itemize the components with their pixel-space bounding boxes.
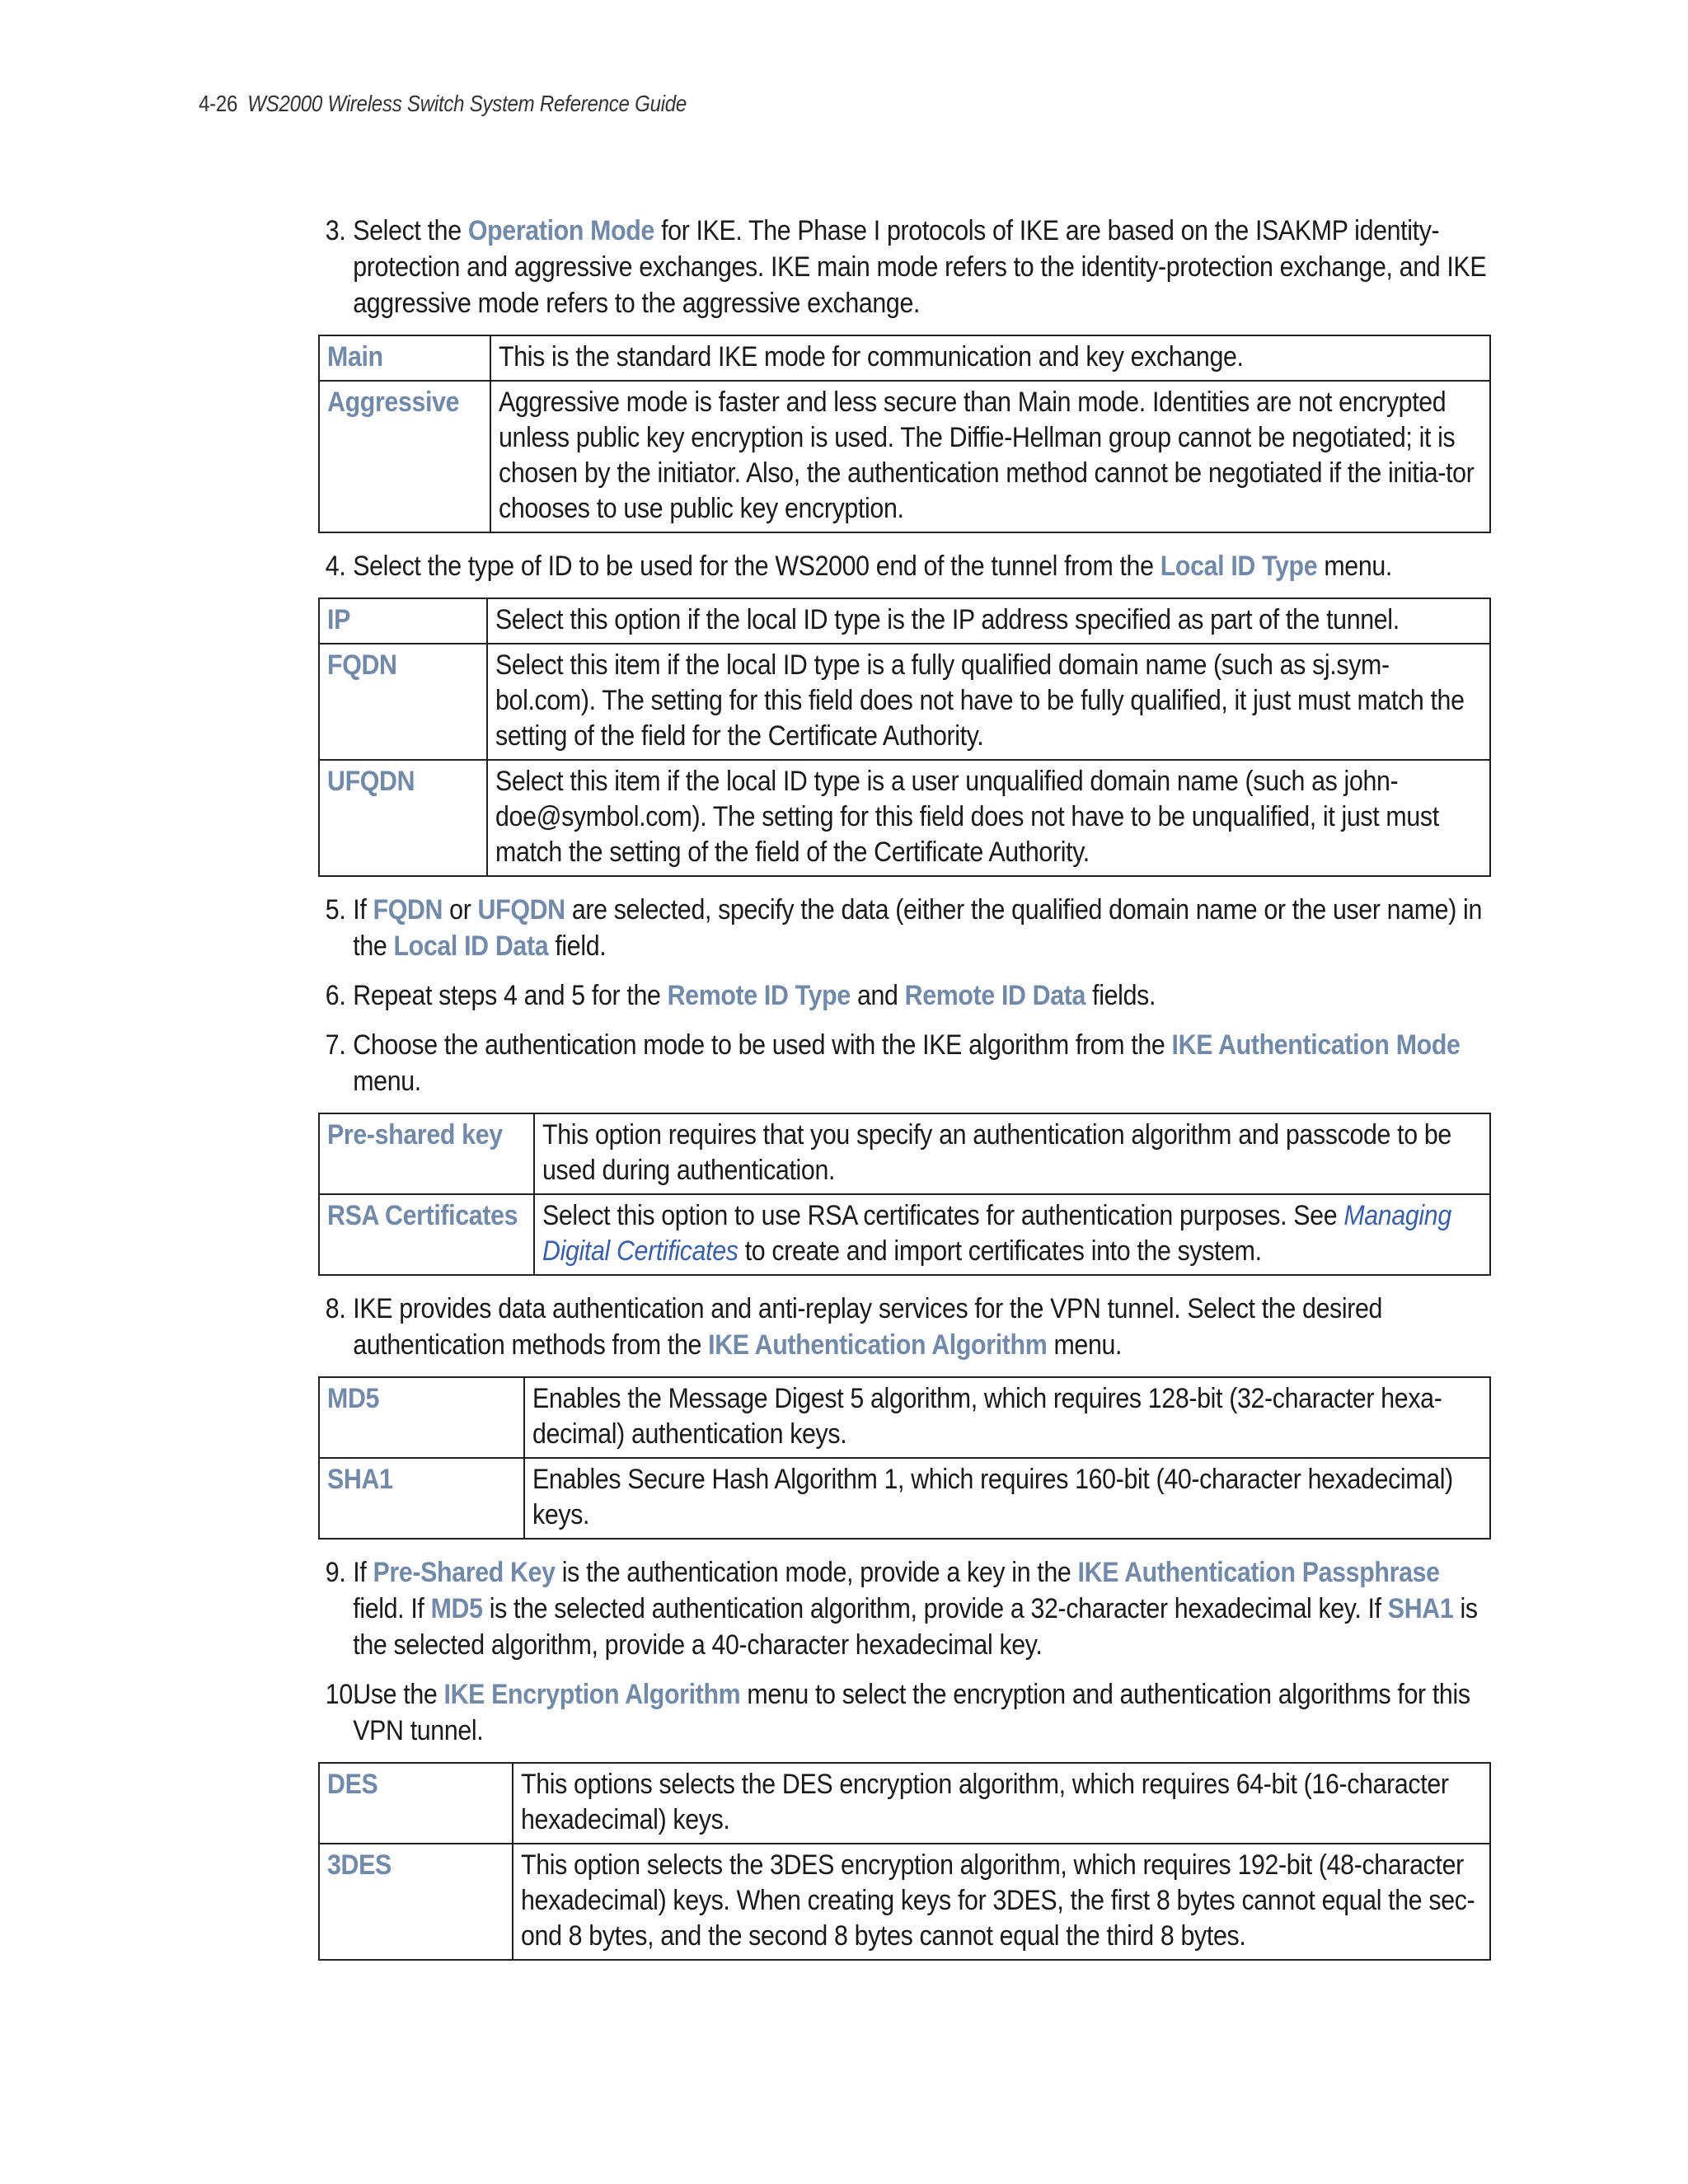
description-cell: Select this option if the local ID type is the IP address specified as part of the tunnel. [487,598,1490,644]
operation-mode-table [318,335,1491,533]
term-cell: RSA Certificates [319,1194,534,1275]
table-row [319,598,1490,644]
term-cell: DES [319,1763,513,1844]
step-number: 4. [325,551,346,582]
term-cell: 3DES [319,1844,513,1960]
table-row [319,1377,1490,1458]
term-cell: Main [319,335,490,381]
term-cell: UFQDN [319,760,487,876]
term-cell: IP [319,598,487,644]
local-id-type-table [318,598,1491,877]
step-number: 7. [325,1029,346,1061]
description-cell: This is the standard IKE mode for communication and key exchange. [490,335,1490,381]
local-id-data-term: Local ID Data [393,930,549,962]
encryption-algorithm-table [318,1762,1491,1961]
ike-encryption-algorithm-term: IKE Encryption Algorithm [443,1679,741,1710]
term-cell: Pre-shared key [319,1113,534,1194]
term-cell: MD5 [319,1377,524,1458]
page-content [318,213,1493,1975]
ike-auth-algorithm-term: IKE Authentication Algorithm [708,1329,1048,1361]
description-cell: This option selects the 3DES encryption algorithm, which requires 192-bit (48-character hexadecimal) keys. When creating keys for 3DES, the first 8 bytes cannot equal the sec-ond 8 bytes, and the second 8 bytes cannot equal the third 8 bytes. [513,1844,1490,1960]
description-cell: Enables the Message Digest 5 algorithm, which requires 128-bit (32-character hexa-decimal) authentication keys. [524,1377,1490,1458]
step-number: 9. [325,1557,346,1588]
step-3: 3. Select the Operation Mode for IKE. The Phase I protocols of IKE are based on the ISAKMP identity-protection and aggressive exchanges. IKE main mode refers to the identity-protection exchange, and IKE aggressive mode refers to the aggressive exchange. [318,213,1493,321]
table-row [319,1458,1490,1539]
table-row [319,1844,1490,1960]
table-row [319,644,1490,760]
managing-digital-certificates-link[interactable]: Managing Digital Certificates [542,1200,1451,1267]
step-7: 7. Choose the authentication mode to be used with the IKE algorithm from the IKE Authentication Mode menu. [318,1027,1493,1099]
ike-auth-mode-term: IKE Authentication Mode [1171,1029,1461,1061]
step-10: 10. Use the IKE Encryption Algorithm menu to select the encryption and authentication algorithms for this VPN tunnel. [318,1676,1493,1749]
guide-title: WS2000 Wireless Switch System Reference Guide [247,91,687,116]
table-row [319,381,1490,532]
term-cell: SHA1 [319,1458,524,1539]
step-number: 3. [325,215,346,246]
step-number: 5. [325,894,346,926]
description-cell: Select this item if the local ID type is a fully qualified domain name (such as sj.sym-bol.com). The setting for this field does not have to be fully qualified, it just must match the setting of the field for the Certificate Authority. [487,644,1490,760]
step-9: 9. If Pre-Shared Key is the authentication mode, provide a key in the IKE Authentication Passphrase field. If MD5 is the selected authentication algorithm, provide a 32-character hexadecimal key. If SHA1 is the selected algorithm, provide a 40-character hexadecimal key. [318,1554,1493,1663]
step-6: 6. Repeat steps 4 and 5 for the Remote ID Type and Remote ID Data fields. [318,977,1493,1014]
description-cell: This options selects the DES encryption algorithm, which requires 64-bit (16-character hexadecimal) keys. [513,1763,1490,1844]
table-row [319,760,1490,876]
table-row [319,1194,1490,1275]
description-cell: Select this option to use RSA certificates for authentication purposes. See Managing Digital Certificates to create and import certificates into the system. [534,1194,1490,1275]
term-cell: FQDN [319,644,487,760]
description-cell: Select this item if the local ID type is a user unqualified domain name (such as john-doe@symbol.com). The setting for this field does not have to be unqualified, it just must match the setting of the field of the Certificate Authority. [487,760,1490,876]
step-number: 8. [325,1293,346,1324]
step-4: 4. Select the type of ID to be used for the WS2000 end of the tunnel from the Local ID Type menu. [318,548,1493,584]
table-row [319,1113,1490,1194]
table-row [319,335,1490,381]
operation-mode-term: Operation Mode [467,215,654,246]
page-number: 4-26 [199,91,238,116]
term-cell: Aggressive [319,381,490,532]
description-cell: Aggressive mode is faster and less secure than Main mode. Identities are not encrypted unless public key encryption is used. The Diffie-Hellman group cannot be negotiated; it is chosen by the initiator. Also, the authentication method cannot be negotiated if the initia-tor chooses to use public key encryption. [490,381,1490,532]
step-number: 6. [325,980,346,1011]
description-cell: Enables Secure Hash Algorithm 1, which requires 160-bit (40-character hexadecimal) keys. [524,1458,1490,1539]
table-row [319,1763,1490,1844]
auth-algorithm-table [318,1376,1491,1540]
auth-mode-table [318,1113,1491,1276]
step-5: 5. If FQDN or UFQDN are selected, specify the data (either the qualified domain name or the user name) in the Local ID Data field. [318,892,1493,964]
local-id-type-term: Local ID Type [1160,551,1318,582]
description-cell: This option requires that you specify an authentication algorithm and passcode to be used during authentication. [534,1113,1490,1194]
step-number: 10. [325,1679,359,1710]
step-8: 8. IKE provides data authentication and anti-replay services for the VPN tunnel. Select the desired authentication methods from the IKE Authentication Algorithm menu. [318,1291,1493,1363]
page-header [199,91,687,117]
